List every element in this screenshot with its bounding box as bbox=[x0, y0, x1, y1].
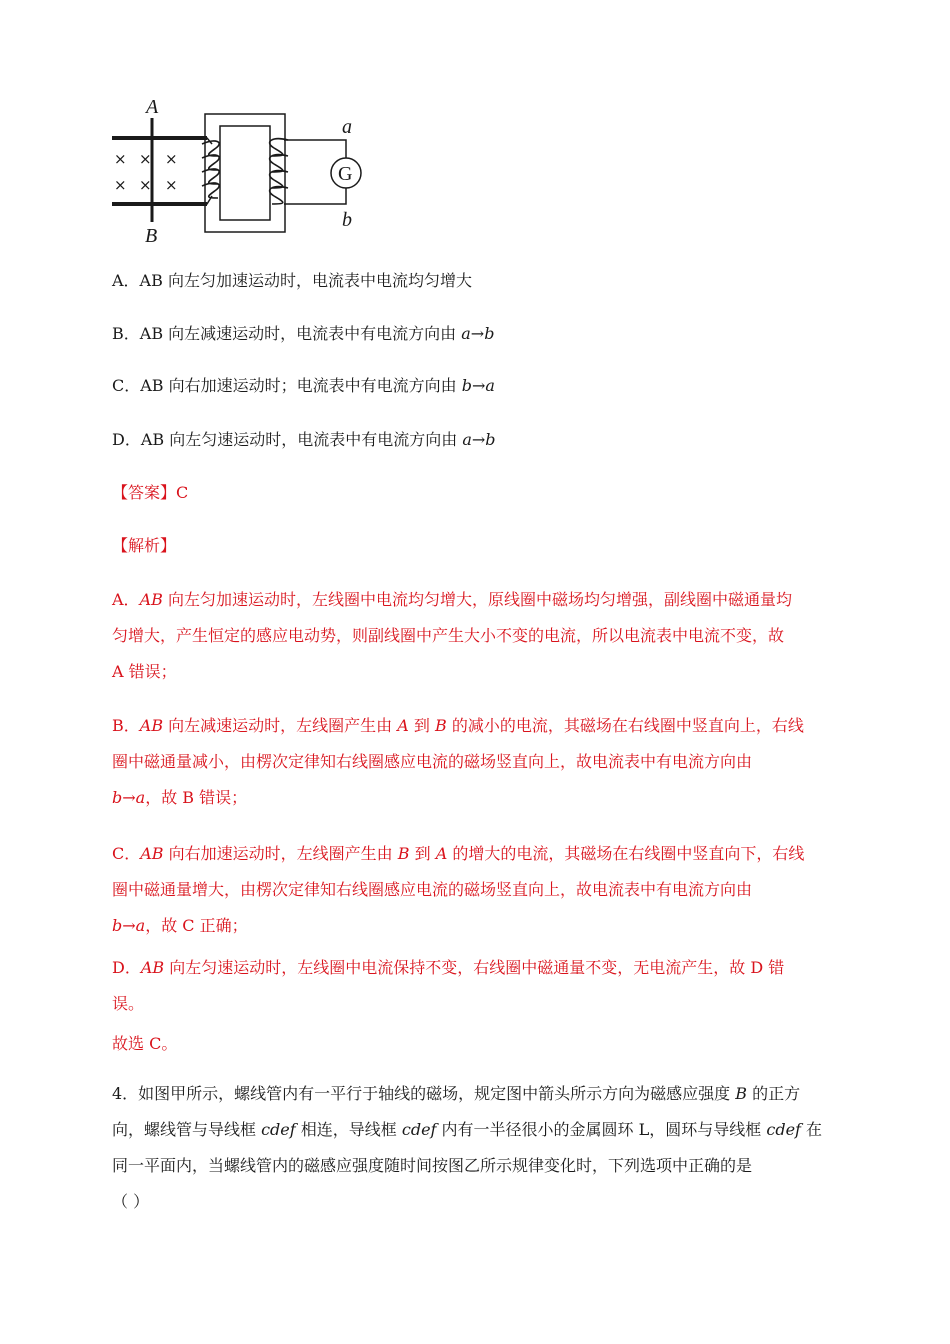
option-d-text: D．AB 向左匀速运动时，电流表中有电流方向由 bbox=[112, 430, 463, 449]
label-a: a bbox=[342, 116, 352, 138]
wire-a bbox=[284, 140, 346, 158]
explanation-a-line3: A 错误； bbox=[112, 662, 177, 681]
galvanometer-label: G bbox=[338, 163, 353, 185]
option-b-from: a bbox=[461, 324, 471, 343]
explanation-b-line3: b→a，故 B 错误； bbox=[112, 788, 248, 807]
question-4 bbox=[112, 1076, 836, 1220]
magnetic-field-crosses bbox=[114, 150, 178, 194]
explanation-a-line2: 匀增大，产生恒定的感应电动势，则副线圈中产生大小不变的电流，所以电流表中电流不变，故 bbox=[112, 626, 785, 645]
question-4-line2: 向，螺线管与导线框 cdef 相连，导线框 cdef 内有一半径很小的金属圆环 L，圆环与导线框 cdef 在 bbox=[112, 1120, 823, 1139]
explanation-d-line2: 误。 bbox=[112, 994, 145, 1013]
explanation-a bbox=[112, 582, 836, 690]
option-b-text: B．AB 向左减速运动时，电流表中有电流方向由 bbox=[112, 324, 462, 343]
label-b: b bbox=[342, 209, 352, 231]
analysis-label-text: 【解析】 bbox=[112, 536, 177, 555]
explanation-c-line1: C．AB 向右加速运动时，左线圈产生由 B 到 A 的增大的电流，其磁场在右线圈中竖直向下，右线 bbox=[112, 844, 805, 863]
answer-value: C bbox=[176, 483, 189, 502]
circuit-figure bbox=[112, 96, 372, 246]
analysis-label bbox=[112, 534, 176, 558]
cross-mark: × bbox=[139, 150, 152, 168]
label-A: A bbox=[146, 96, 159, 118]
option-d-to: b bbox=[485, 430, 496, 449]
option-c-to: a bbox=[485, 376, 495, 395]
option-c-text: C．AB 向右加速运动时；电流表中有电流方向由 bbox=[112, 376, 462, 395]
option-d-arrow: → bbox=[471, 430, 486, 449]
conclusion-text: 故选 C。 bbox=[112, 1034, 178, 1053]
iron-core-outer bbox=[205, 114, 285, 232]
wire-b bbox=[284, 188, 346, 204]
answer-label: 【答案】 bbox=[112, 483, 177, 502]
cross-mark: × bbox=[139, 176, 152, 194]
option-a-text: A．AB 向左匀加速运动时，电流表中电流均匀增大 bbox=[112, 271, 472, 290]
explanation-d-line1: D．AB 向左匀速运动时，左线圈中电流保持不变，右线圈中磁通量不变，无电流产生，故 D 错 bbox=[112, 958, 785, 977]
iron-core-inner bbox=[220, 126, 270, 220]
explanation-d bbox=[112, 950, 836, 1022]
option-c-from: b bbox=[461, 376, 472, 395]
explanation-b bbox=[112, 708, 836, 816]
option-b-arrow: → bbox=[470, 324, 485, 343]
question-4-answer-blank: （ ） bbox=[112, 1192, 150, 1211]
option-c-arrow: → bbox=[471, 376, 486, 395]
cross-mark: × bbox=[165, 150, 178, 168]
option-a bbox=[112, 269, 472, 293]
explanation-c-line3: b→a，故 C 正确； bbox=[112, 916, 248, 935]
option-b bbox=[112, 322, 494, 346]
explanation-c bbox=[112, 836, 836, 944]
cross-mark: × bbox=[114, 176, 127, 194]
cross-mark: × bbox=[114, 150, 127, 168]
option-d bbox=[112, 428, 496, 452]
conclusion bbox=[112, 1032, 177, 1056]
question-4-line1: 4．如图甲所示，螺线管内有一平行于轴线的磁场，规定图中箭头所示方向为磁感应强度 B 的正方 bbox=[112, 1084, 801, 1103]
option-c bbox=[112, 374, 495, 398]
explanation-b-line1: B．AB 向左减速运动时，左线圈产生由 A 到 B 的减小的电流，其磁场在右线圈中竖直向上，右线 bbox=[112, 716, 804, 735]
option-b-to: b bbox=[484, 324, 495, 343]
explanation-a-line1: A．AB 向左匀加速运动时，左线圈中电流均匀增大，原线圈中磁场均匀增强，副线圈中磁通量均 bbox=[112, 590, 792, 609]
explanation-c-line2: 圈中磁通量增大，由楞次定律知右线圈感应电流的磁场竖直向上，故电流表中有电流方向由 bbox=[112, 880, 753, 899]
explanation-b-line2: 圈中磁通量减小，由楞次定律知右线圈感应电流的磁场竖直向上，故电流表中有电流方向由 bbox=[112, 752, 753, 771]
option-d-from: a bbox=[462, 430, 472, 449]
question-4-line3: 同一平面内，当螺线管内的磁感应强度随时间按图乙所示规律变化时，下列选项中正确的是 bbox=[112, 1156, 753, 1175]
cross-mark: × bbox=[165, 176, 178, 194]
answer bbox=[112, 481, 188, 505]
label-B: B bbox=[145, 225, 158, 246]
